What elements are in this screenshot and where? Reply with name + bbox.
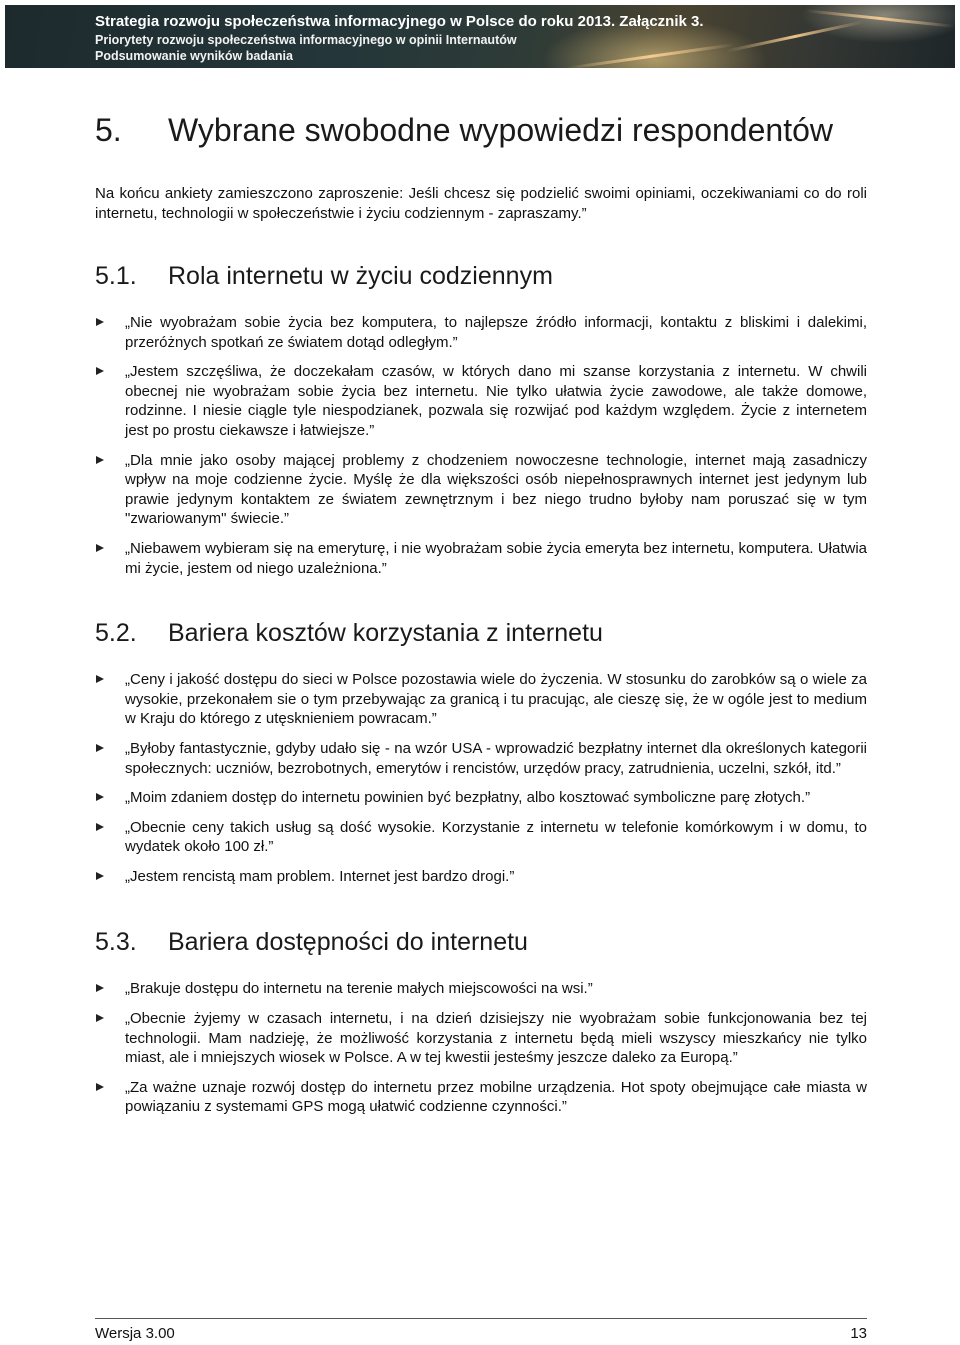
quote-text: „Niebawem wybieram się na emeryturę, i nie wyobrażam sobie życia emeryta bez internetu, komputera. Ułatwia mi życie, jestem od niego uzależniona.” [125, 539, 867, 577]
document-title: Strategia rozwoju społeczeństwa informacyjnego w Polsce do roku 2013. Załącznik 3. [95, 13, 704, 30]
quote-item [95, 867, 867, 887]
quote-item [95, 979, 867, 999]
quote-text: „Obecnie ceny takich usług są dość wysokie. Korzystanie z internetu w telefonie komórkowym i w domu, to wydatek około 100 zł.” [125, 818, 867, 856]
section-number: 5.1. [95, 262, 137, 290]
bullet-arrow-icon [96, 456, 104, 464]
quote-item [95, 670, 867, 729]
document-subtitle: Priorytety rozwoju społeczeństwa informacyjnego w opinii Internautów [95, 33, 517, 47]
bullet-arrow-icon [96, 675, 104, 683]
page-number: 13 [850, 1325, 867, 1342]
quote-text: „Moim zdaniem dostęp do internetu powinien być bezpłatny, albo kosztować symboliczne parę złotych.” [125, 789, 811, 807]
bullet-arrow-icon [96, 984, 104, 992]
quote-item [95, 818, 867, 857]
version-label: Wersja 3.00 [95, 1325, 175, 1342]
chapter-title: Wybrane swobodne wypowiedzi respondentów [168, 112, 833, 148]
chapter-number: 5. [95, 112, 122, 148]
banner-light-streak [805, 9, 954, 28]
quote-text: „Ceny i jakość dostępu do sieci w Polsce pozostawia wiele do życzenia. W stosunku do zarobków są o wiele za wysokie, przekonałem sie o tym przebywając za granicą i tu pracując, ale cieszę się, że w ogóle jest to medium w Kraju do którego z utęsknieniem powracam.” [125, 671, 867, 728]
quote-item [95, 313, 867, 352]
sections-container [95, 261, 867, 1117]
quote-list [95, 313, 867, 578]
bullet-arrow-icon [96, 1014, 104, 1022]
chapter-intro: Na końcu ankiety zamieszczono zaproszenie: Jeśli chcesz się podzielić swoimi opiniami, oczekiwaniami co do roli internetu, technologii w społeczeństwie i życiu codziennym - zapraszamy.” [95, 185, 867, 222]
quote-text: „Jestem szczęśliwa, że doczekałam czasów, w których dano mi szanse korzystania z internetu. W chwili obecnej nie wyobrażam sobie życia bez internetu. Nie tylko ułatwia życie zawodowe, ale także domowe, rodzinne. I niesie ciągle tyle niespodzianek, pozwala się rozwijać pod każdym względem. Życie z internetem jest po prostu ciekawsze i łatwiejsze.” [125, 363, 867, 439]
section-title: Bariera kosztów korzystania z internetu [168, 619, 603, 648]
chapter-heading [95, 110, 867, 150]
bullet-arrow-icon [96, 872, 104, 880]
section-heading [95, 927, 867, 957]
quote-text: „Jestem rencistą mam problem. Internet jest bardzo drogi.” [125, 867, 515, 885]
quote-item [95, 362, 867, 440]
page-content [95, 110, 867, 1127]
quote-item [95, 1009, 867, 1068]
quote-text: „Obecnie żyjemy w czasach internetu, i na dzień dzisiejszy nie wyobrażam sobie funkcjonowania bez tej technologii. Mam nadzieję, że możliwość korzystania z internetu będą mieli wszyscy mieszkańcy nie tylko miast, ale i mniejszych wiosek w Polsce. A w tej kwestii jesteśmy jeszcze daleko za Europą.” [125, 1010, 867, 1067]
page-footer [95, 1318, 867, 1345]
section-title: Rola internetu w życiu codziennym [168, 262, 553, 290]
quote-text: „Za ważne uznaje rozwój dostęp do internetu przez mobilne urządzenia. Hot spoty obejmujące całe miasta w powiązaniu z systemami GPS mogą ułatwić codzienne czynności.” [125, 1078, 867, 1116]
quote-list [95, 670, 867, 886]
quote-text: „Dla mnie jako osoby mającej problemy z chodzeniem nowoczesne technologie, internet mają zasadniczy wpływ na moje codzienne życie. Myślę że dla większości osób niepełnosprawnych internet jest jedynym lub prawie jedynym kontaktem ze światem zewnętrznym i bez niego trudno byłoby nam poruszać się w tym "zwariowanym" świecie.” [125, 451, 867, 528]
section-number: 5.3. [95, 928, 137, 957]
section-title: Bariera dostępności do internetu [168, 928, 528, 957]
quote-text: „Byłoby fantastycznie, gdyby udało się - na wzór USA - wprowadzić bezpłatny internet dla określonych kategorii społecznych: uczniów, bezrobotnych, emerytów i rencistów, urzędów pracy, zatrudnienia, uczelni, szkół, itd.” [125, 739, 867, 777]
header-banner [5, 5, 955, 68]
bullet-arrow-icon [96, 793, 104, 801]
section-heading [95, 618, 867, 648]
banner-light-streak [726, 20, 864, 52]
quote-item [95, 1078, 867, 1117]
section-number: 5.2. [95, 619, 137, 648]
quote-text: „Brakuje dostępu do internetu na terenie małych miejscowości na wsi.” [125, 980, 593, 998]
section-heading [95, 261, 867, 291]
bullet-arrow-icon [96, 744, 104, 752]
quote-item [95, 788, 867, 808]
quote-item [95, 451, 867, 529]
quote-list [95, 979, 867, 1117]
quote-text: „Nie wyobrażam sobie życia bez komputera, to najlepsze źródło informacji, kontaktu z bliskimi i dalekimi, przeróżnych spotkań ze światem dotąd odległym.” [125, 314, 867, 351]
bullet-arrow-icon [96, 318, 104, 326]
quote-item [95, 739, 867, 778]
bullet-arrow-icon [96, 367, 104, 375]
quote-item [95, 539, 867, 578]
bullet-arrow-icon [96, 823, 104, 831]
bullet-arrow-icon [96, 544, 104, 552]
document-subtitle-2: Podsumowanie wyników badania [95, 49, 293, 63]
banner-light-streak [566, 43, 735, 68]
bullet-arrow-icon [96, 1083, 104, 1091]
